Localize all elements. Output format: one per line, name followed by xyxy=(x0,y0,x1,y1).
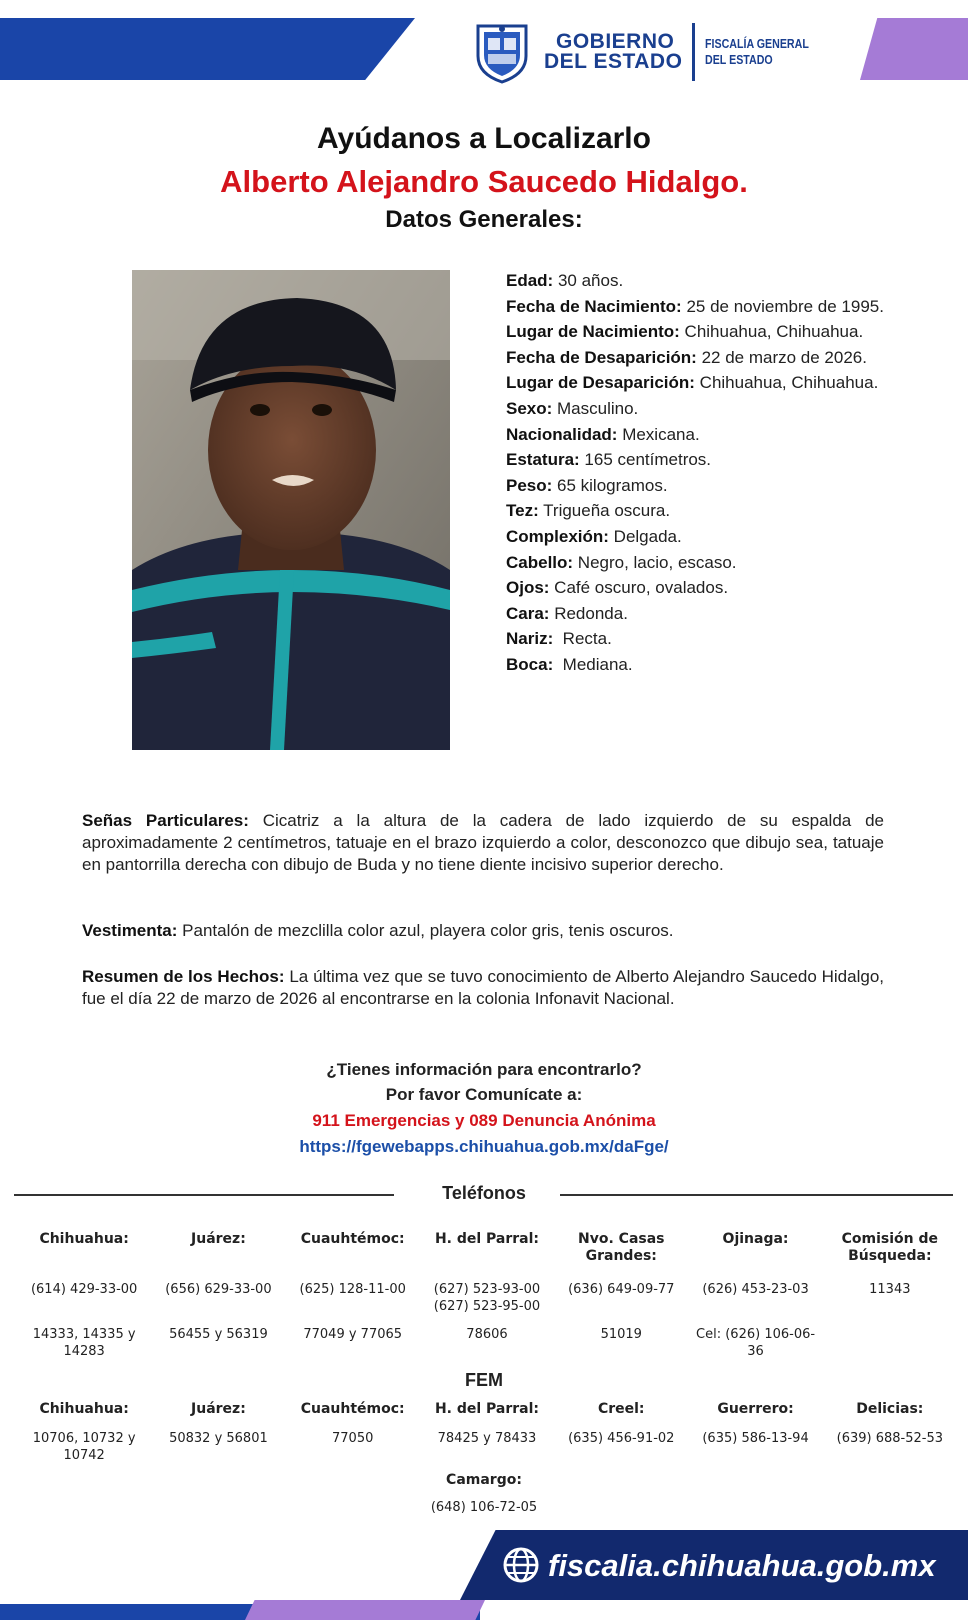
globe-icon xyxy=(502,1546,540,1584)
telefonos-city-header: Cuauhtémoc: xyxy=(300,1231,405,1247)
detail-item xyxy=(506,498,886,524)
telefonos-ext-cell: Cel: (626) 106-06-36 xyxy=(696,1327,816,1359)
fem-city-header: Guerrero: xyxy=(717,1401,794,1417)
fiscalia-wordmark xyxy=(705,36,809,68)
bottom-purple-band xyxy=(245,1600,485,1620)
detail-item xyxy=(506,524,886,550)
telefonos-ext-cell: 77049 y 77065 xyxy=(303,1327,403,1342)
contact-please: Por favor Comunícate a: xyxy=(385,1085,583,1104)
detail-item xyxy=(506,473,886,499)
detail-value: 25 de noviembre de 1995. xyxy=(681,296,884,316)
telefonos-ext-cell: 14333, 14335 y 14283 xyxy=(32,1327,136,1359)
detail-label: Edad: xyxy=(506,271,554,290)
detail-item xyxy=(506,550,886,576)
vestimenta xyxy=(82,920,884,942)
detail-item xyxy=(506,294,886,320)
detail-value: 30 años. xyxy=(553,271,624,290)
detail-label: Fecha de Nacimiento: xyxy=(506,296,682,316)
resumen-hechos xyxy=(82,966,884,1010)
detail-item xyxy=(506,601,886,627)
detail-value: Masculino. xyxy=(552,398,639,418)
detail-value: Mexicana. xyxy=(617,424,700,444)
telefonos-title: Teléfonos xyxy=(442,1183,526,1203)
report-link[interactable]: https://fgewebapps.chihuahua.gob.mx/daFge/ xyxy=(299,1137,669,1156)
section-title: Datos Generales: xyxy=(385,206,583,233)
camargo-label: Camargo: xyxy=(446,1472,522,1488)
fem-city-header: Cuauhtémoc: xyxy=(300,1401,405,1417)
missing-person-name: Alberto Alejandro Saucedo Hidalgo. xyxy=(220,164,748,199)
government-logo xyxy=(472,20,832,84)
telefonos-header-row xyxy=(17,1231,957,1265)
telefonos-city-header: Juárez: xyxy=(191,1231,246,1247)
detail-item xyxy=(506,370,886,396)
telefonos-phone-cell: (625) 128-11-00 xyxy=(299,1282,406,1297)
detail-label: Ojos: xyxy=(506,578,550,598)
telefonos-phone-cell: (626) 453-23-03 xyxy=(702,1282,809,1297)
general-data-list xyxy=(506,268,886,678)
detail-item xyxy=(506,396,886,422)
telefonos-city-header: Comisión de Búsqueda: xyxy=(841,1231,939,1264)
camargo-phone: (648) 106-72-05 xyxy=(430,1500,538,1515)
telefonos-phone-cell: (636) 649-09-77 xyxy=(568,1282,675,1297)
detail-label: Peso: xyxy=(506,475,553,495)
telefonos-ext-cell xyxy=(823,1326,957,1360)
vestimenta-text: Pantalón de mezclilla color azul, playera color gris, tenis oscuros. xyxy=(177,921,674,940)
detail-label: Sexo: xyxy=(506,398,553,418)
telefonos-phone-cell: (656) 629-33-00 xyxy=(165,1282,272,1297)
fem-city-header: Creel: xyxy=(597,1401,645,1417)
telefonos-city-header: Chihuahua: xyxy=(39,1231,129,1247)
fis-line-2: DEL ESTADO xyxy=(705,52,774,67)
fem-phone-cell: (635) 456-91-02 xyxy=(568,1431,675,1446)
detail-value: Chihuahua, Chihuahua. xyxy=(679,322,864,342)
telefonos-row-2 xyxy=(17,1326,957,1360)
detail-item xyxy=(506,268,886,294)
detail-value: Chihuahua, Chihuahua. xyxy=(694,373,879,393)
detail-value: Recta. xyxy=(553,629,612,649)
resumen-label: Resumen de los Hechos: xyxy=(82,967,285,986)
fem-title: FEM xyxy=(465,1370,503,1390)
fem-city-header: Delicias: xyxy=(856,1401,924,1417)
senas-particulares xyxy=(82,810,884,876)
gobierno-del-estado-wordmark xyxy=(544,32,682,72)
detail-label: Complexión: xyxy=(506,526,609,546)
detail-label: Nacionalidad: xyxy=(506,424,618,444)
person-photo-image xyxy=(132,270,450,750)
fem-city-header: Juárez: xyxy=(191,1401,246,1417)
fem-phone-cell: (635) 586-13-94 xyxy=(702,1431,809,1446)
telefonos-ext-cell: 78606 xyxy=(466,1327,508,1342)
detail-value: Trigueña oscura. xyxy=(538,501,671,521)
detail-label: Cabello: xyxy=(506,552,574,572)
missing-person-photo xyxy=(132,270,450,750)
detail-label: Boca: xyxy=(506,654,554,674)
detail-item xyxy=(506,447,886,473)
detail-value: 65 kilogramos. xyxy=(552,475,668,495)
fem-phone-cell: 77050 xyxy=(332,1431,374,1446)
fem-phone-cell: 10706, 10732 y 10742 xyxy=(32,1431,136,1463)
detail-value: Café oscuro, ovalados. xyxy=(549,578,729,598)
detail-value: Mediana. xyxy=(553,654,633,674)
detail-label: Fecha de Desaparición: xyxy=(506,347,697,367)
vestimenta-label: Vestimenta: xyxy=(82,921,178,940)
resumen-text: La última vez que se tuvo conocimiento de Alberto Alejandro Saucedo Hidalgo, fue el día 22 de marzo de 2026 al encontrarse en la colonia Infonavit Nacional. xyxy=(82,967,884,1008)
footer-website[interactable]: fiscalia.chihuahua.gob.mx xyxy=(548,1548,936,1583)
detail-value: Redonda. xyxy=(549,603,628,623)
fem-phone-cell: (639) 688-52-53 xyxy=(836,1431,944,1446)
telefonos-row-1 xyxy=(17,1281,957,1315)
header-blue-band xyxy=(0,18,415,80)
header-purple-band xyxy=(860,18,968,80)
senas-label: Señas Particulares: xyxy=(82,811,249,830)
telefonos-city-header: Ojinaga: xyxy=(722,1231,789,1247)
gov-line-2: DEL ESTADO xyxy=(544,50,683,73)
telefonos-phone-cell: (614) 429-33-00 xyxy=(30,1282,138,1297)
detail-value: 165 centímetros. xyxy=(579,450,712,470)
detail-item xyxy=(506,422,886,448)
fem-city-header: Chihuahua: xyxy=(39,1401,129,1417)
telefonos-ext-cell: 56455 y 56319 xyxy=(169,1327,268,1342)
detail-label: Lugar de Nacimiento: xyxy=(506,322,680,342)
fis-line-1: FISCALÍA GENERAL xyxy=(705,36,810,51)
detail-item xyxy=(506,345,886,371)
detail-item xyxy=(506,626,886,652)
detail-label: Nariz: xyxy=(506,629,554,649)
telefonos-phone-cell: 11343 xyxy=(869,1282,911,1297)
state-crest-icon xyxy=(472,20,532,84)
detail-item xyxy=(506,319,886,345)
detail-label: Tez: xyxy=(506,501,539,521)
senas-text: Cicatriz a la altura de la cadera de lado izquierdo de su espalda de aproximadamente 2 centímetros, tatuaje en el brazo izquierdo a color, desconozco que dibujo sea, tatuaje en pantorrilla derecha con dibujo de Buda y no tiene diente incisivo superior derecho. xyxy=(82,811,884,874)
detail-value: 22 de marzo de 2026. xyxy=(696,347,867,367)
page-title: Ayúdanos a Localizarlo xyxy=(317,122,651,155)
fem-city-header: H. del Parral: xyxy=(434,1401,540,1417)
detail-label: Cara: xyxy=(506,603,550,623)
detail-label: Lugar de Desaparición: xyxy=(506,373,695,393)
detail-value: Delgada. xyxy=(608,526,682,546)
contact-question: ¿Tienes información para encontrarlo? xyxy=(326,1060,642,1079)
fem-phone-cell: 50832 y 56801 xyxy=(169,1431,268,1446)
telefonos-phone-cell: (627) 523-93-00 (627) 523-95-00 xyxy=(433,1282,541,1314)
detail-value: Negro, lacio, escaso. xyxy=(573,552,737,572)
detail-item xyxy=(506,575,886,601)
fem-row-1 xyxy=(17,1430,957,1464)
emergency-numbers: 911 Emergencias y 089 Denuncia Anónima xyxy=(312,1111,656,1130)
fem-header-row xyxy=(17,1401,957,1418)
telefonos-city-header: H. del Parral: xyxy=(434,1231,540,1247)
detail-item xyxy=(506,652,886,678)
logo-divider xyxy=(692,23,695,81)
fem-phone-cell: 78425 y 78433 xyxy=(437,1431,537,1446)
telefonos-ext-cell: 51019 xyxy=(600,1327,642,1342)
telefonos-city-header: Nvo. Casas Grandes: xyxy=(578,1231,665,1264)
gov-line-1: GOBIERNO xyxy=(556,30,675,53)
detail-label: Estatura: xyxy=(506,450,580,470)
